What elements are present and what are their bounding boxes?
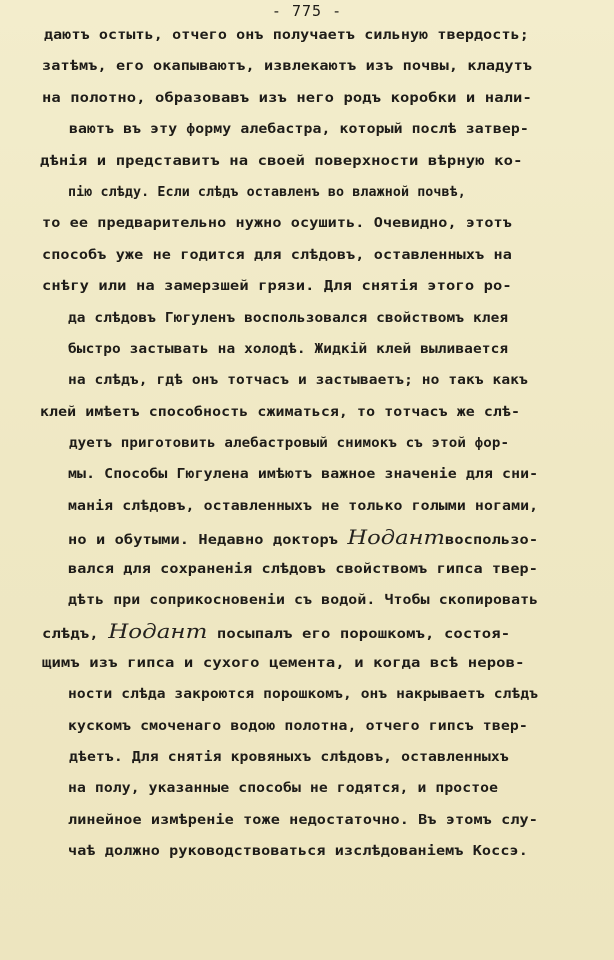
typed-text: клей имѣетъ способность сжиматься, то тотчасъ же слѣ- xyxy=(40,403,521,420)
typed-text: слѣдъ, xyxy=(42,626,109,643)
line-content xyxy=(68,585,538,616)
line-content xyxy=(68,491,538,522)
typed-text: мы. Способы Гюгулена имѣютъ важное значеніе для сни- xyxy=(68,466,539,483)
text-line xyxy=(0,616,614,647)
text-line xyxy=(0,805,614,836)
line-content xyxy=(68,679,538,710)
line-content xyxy=(68,334,508,365)
line-content xyxy=(68,522,538,556)
line-content xyxy=(68,177,466,208)
typed-text: затѣмъ, его окапываютъ, извлекаютъ изъ почвы, кладутъ xyxy=(42,58,533,75)
typed-text: чаѣ должно руководствоваться изслѣдованіемъ Коссэ. xyxy=(68,843,528,860)
text-line xyxy=(0,711,614,742)
text-line xyxy=(0,773,614,804)
text-line xyxy=(0,836,614,867)
handwritten-name: Нодант xyxy=(108,619,208,644)
typed-text: да слѣдовъ Гюгуленъ воспользовался свойствомъ клея xyxy=(68,309,509,326)
text-line xyxy=(0,20,614,51)
text-line xyxy=(0,114,614,145)
text-line xyxy=(0,522,614,553)
typed-text: щимъ изъ гипса и сухого цемента, и когда всѣ неров- xyxy=(42,654,525,671)
typed-text: дѣетъ. Для снятія кровяныхъ слѣдовъ, оставленныхъ xyxy=(69,748,509,765)
text-line xyxy=(0,742,614,773)
typed-text: способъ уже не годится для слѣдовъ, оставленныхъ на xyxy=(42,246,512,263)
text-line xyxy=(0,679,614,710)
text-body xyxy=(0,20,614,868)
line-content xyxy=(40,146,523,177)
typed-text: на слѣдъ, гдѣ онъ тотчасъ и застываетъ; но такъ какъ xyxy=(68,372,528,389)
typed-text: манія слѣдовъ, оставленныхъ не только голыми ногами, xyxy=(68,497,539,514)
text-line xyxy=(0,177,614,208)
line-content xyxy=(40,397,520,428)
page-number: - 775 - xyxy=(271,2,343,20)
text-line xyxy=(0,428,614,459)
text-line xyxy=(0,554,614,585)
handwritten-name: Нодант xyxy=(347,525,446,550)
line-content xyxy=(68,459,538,490)
typed-text: линейное измѣреніе тоже недостаточно. Въ этомъ слу- xyxy=(68,811,538,828)
line-content xyxy=(44,20,529,51)
typed-text: даютъ остыть, отчего онъ получаетъ сильную твердость; xyxy=(44,27,529,43)
text-line xyxy=(0,491,614,522)
typed-text-after: воспользо- xyxy=(445,532,539,549)
line-content xyxy=(68,303,508,334)
line-content xyxy=(42,271,512,302)
typed-text: снѣгу или на замерзшей грязи. Для снятія этого ро- xyxy=(42,278,512,295)
typed-text: дуетъ приготовить алебастровый снимокъ съ этой фор- xyxy=(69,435,510,452)
line-content xyxy=(69,742,509,773)
text-line xyxy=(0,83,614,114)
line-content xyxy=(68,805,538,836)
line-content xyxy=(42,83,532,114)
line-content xyxy=(42,616,510,650)
line-content xyxy=(42,240,512,271)
text-line xyxy=(0,240,614,271)
typed-text: дѣть при соприкосновеніи съ водой. Чтобы скопировать xyxy=(68,592,539,609)
line-content xyxy=(68,365,528,396)
line-content xyxy=(69,428,509,459)
line-content xyxy=(42,208,512,239)
text-line xyxy=(0,303,614,334)
line-content xyxy=(42,51,532,82)
text-line xyxy=(0,146,614,177)
text-line xyxy=(0,365,614,396)
typed-text: дѣнія и представитъ на своей поверхности вѣрную ко- xyxy=(40,152,523,169)
line-content xyxy=(42,648,525,679)
typed-text: то ее предварительно нужно осушить. Очевидно, этотъ xyxy=(42,215,512,232)
typed-text: на полотно, образовавъ изъ него родъ коробки и нали- xyxy=(42,89,532,106)
line-content xyxy=(68,711,528,742)
typed-text: ности слѣда закроются порошкомъ, онъ накрываетъ слѣдъ xyxy=(68,686,539,703)
line-content xyxy=(68,836,528,867)
typed-text: кускомъ смоченаго водою полотна, отчего гипсъ твер- xyxy=(68,717,528,734)
line-content xyxy=(68,773,498,804)
typed-text: но и обутыми. Недавно докторъ xyxy=(68,532,348,549)
text-line xyxy=(0,271,614,302)
text-line xyxy=(0,51,614,82)
text-line xyxy=(0,334,614,365)
typed-text: быстро застывать на холодѣ. Жидкій клей выливается xyxy=(68,340,509,357)
typed-text-after: посыпалъ его порошкомъ, состоя- xyxy=(207,626,511,643)
text-line xyxy=(0,585,614,616)
text-line xyxy=(0,397,614,428)
text-line xyxy=(0,208,614,239)
text-line xyxy=(0,648,614,679)
line-content xyxy=(69,114,529,145)
typed-text: пію слѣду. Если слѣдъ оставленъ во влажной почвѣ, xyxy=(68,183,466,200)
text-line xyxy=(0,459,614,490)
typed-text: на полу, указанные способы не годятся, и простое xyxy=(68,780,499,797)
line-content xyxy=(68,554,538,585)
typed-text: вался для сохраненія слѣдовъ свойствомъ гипса твер- xyxy=(68,560,538,577)
typed-text: ваютъ въ эту форму алебастра, который послѣ затвер- xyxy=(69,121,529,138)
